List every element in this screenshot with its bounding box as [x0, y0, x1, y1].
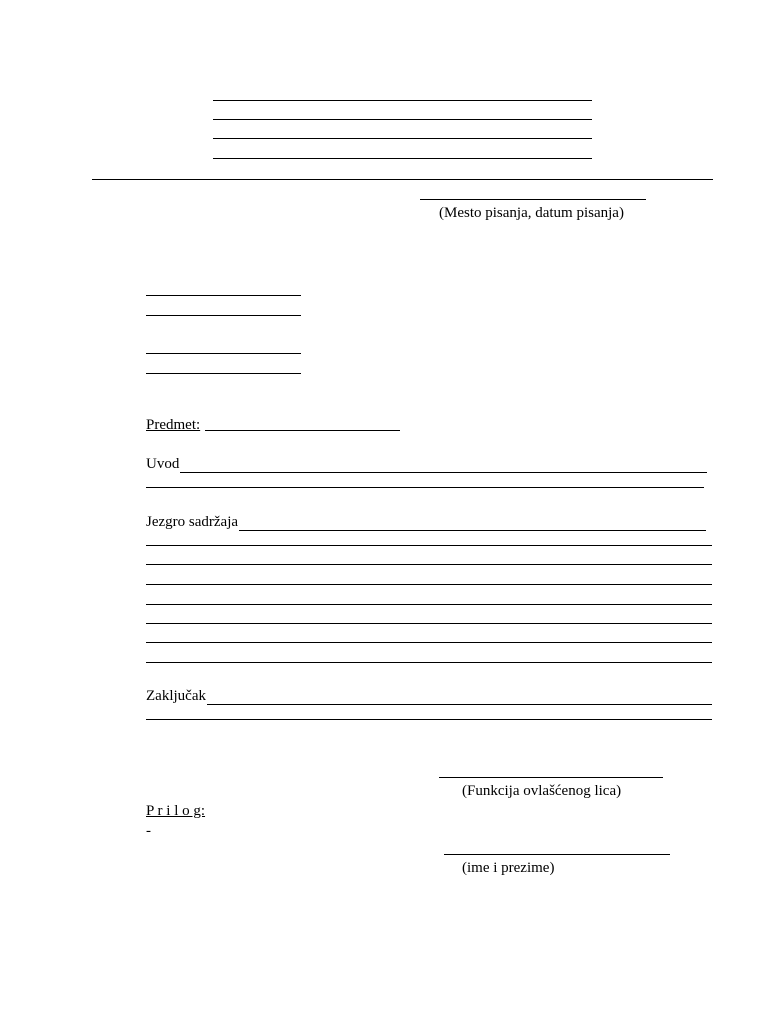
body-line [146, 642, 712, 643]
attachment-label: P r i l o g: [146, 803, 206, 819]
recipient-line [146, 295, 301, 296]
body-fill-line [239, 517, 706, 531]
body-line [146, 584, 712, 585]
name-caption: (ime i prezime) [462, 860, 555, 876]
place-date-caption: (Mesto pisanja, datum pisanja) [439, 205, 624, 221]
body-line [146, 623, 712, 624]
body-line [146, 545, 712, 546]
sender-line [213, 119, 592, 120]
body-row [146, 513, 706, 531]
intro-label: Uvod [146, 456, 180, 472]
body-line [146, 604, 712, 605]
conclusion-line [146, 719, 712, 720]
subject-line [205, 430, 400, 431]
body-label: Jezgro sadržaja [146, 514, 239, 530]
recipient-line [146, 315, 301, 316]
sender-line [213, 138, 592, 139]
conclusion-row [146, 687, 712, 705]
subject-label: Predmet: [146, 417, 201, 433]
place-date-line [420, 199, 646, 200]
body-line [146, 564, 712, 565]
name-signature-line [444, 854, 670, 855]
sender-line [213, 158, 592, 159]
conclusion-label: Zaključak [146, 688, 206, 704]
function-caption: (Funkcija ovlašćenog lica) [462, 783, 622, 799]
intro-line [146, 487, 704, 488]
conclusion-fill-line [207, 691, 712, 705]
intro-fill-line [180, 459, 707, 473]
intro-row [146, 455, 707, 473]
function-signature-line [439, 777, 663, 778]
sender-line [213, 100, 592, 101]
header-separator [92, 179, 713, 180]
recipient-line [146, 373, 301, 374]
attachment-item: - [146, 823, 151, 839]
body-line [146, 662, 712, 663]
recipient-line [146, 353, 301, 354]
